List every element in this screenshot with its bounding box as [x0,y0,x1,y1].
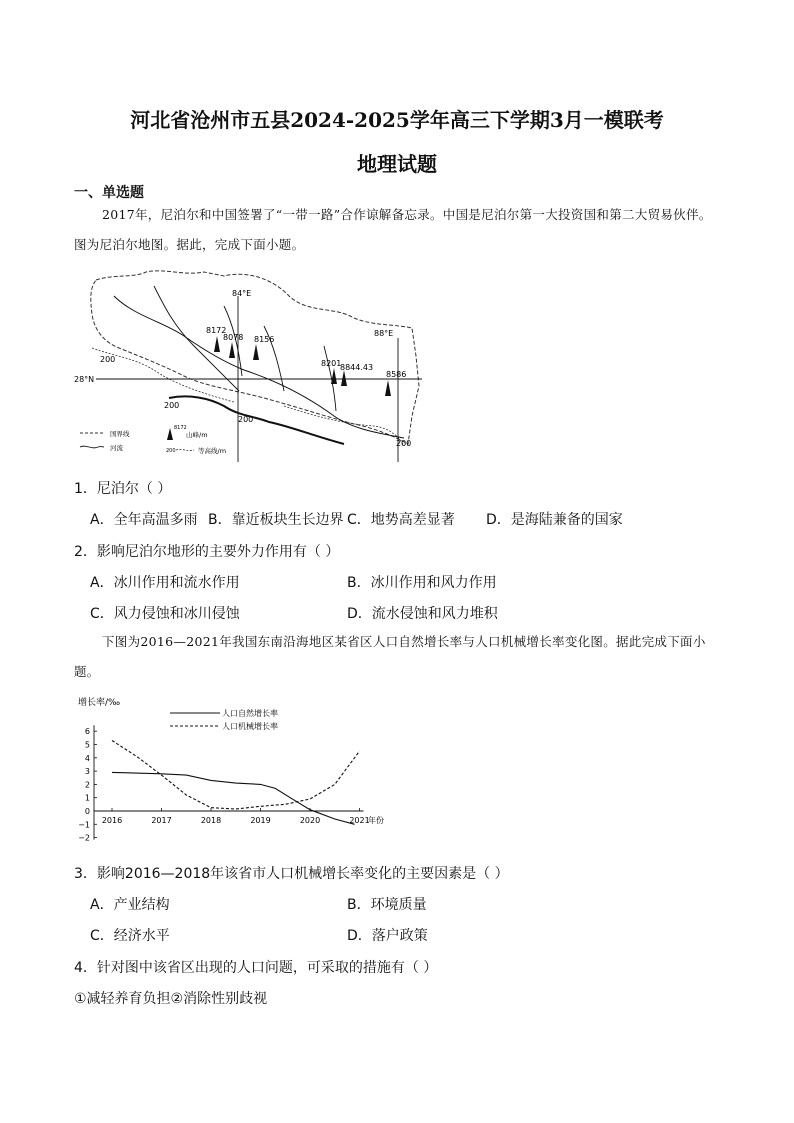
question-3-stem: 3．影响2016—2018年该省市人口机械增长率变化的主要因素是（ ） [74,866,509,882]
peak-label: 8156 [254,335,275,344]
peak-label: 8844.43 [340,363,374,372]
nepal-map [74,266,434,466]
q2-option-a[interactable]: A．冰川作用和流水作用 [90,575,240,591]
legend-peak-icon [167,428,173,440]
legend-peak-label: 山峰/m [186,431,208,439]
question-2-stem: 2．影响尼泊尔地形的主要外力作用有（ ） [74,544,340,560]
y-tick-label: 4 [84,753,90,763]
y-tick-label: 5 [84,740,90,750]
contour-label: 200 [100,355,116,364]
y-tick-label: 1 [84,793,90,803]
series-line-2 [112,741,360,810]
intro-paragraph-2: 下图为2016—2021年我国东南沿海地区某省区人口自然增长率与人口机械增长率变化图。据此完成下面小题。 [74,634,706,679]
legend-contour-label: 等高线/m [198,447,227,455]
q1-option-b[interactable]: B．靠近板块生长边界 [208,512,344,528]
lon84-label: 84°E [232,289,252,298]
legend-label-1: 人口自然增长率 [222,709,278,718]
peak-icon [229,342,235,358]
legend-label-2: 人口机械增长率 [222,722,278,731]
q2-option-c[interactable]: C．风力侵蚀和冰川侵蚀 [90,606,240,622]
q3-option-a[interactable]: A．产业结构 [90,897,170,913]
legend-border-label: 国界线 [110,430,130,438]
chart-xlabel: 年份 [368,816,384,825]
legend-peak-number: 8172 [174,425,187,431]
q2-option-d[interactable]: D．流水侵蚀和风力堆积 [347,606,498,622]
y-tick-label: 0 [84,807,90,816]
q1-option-d[interactable]: D．是海陆兼备的国家 [486,512,623,528]
q1-option-a[interactable]: A．全年高温多雨 [90,512,198,528]
question-4-items: ①减轻养育负担②消除性别歧视 [74,991,268,1007]
y-tick-label: −1 [78,820,90,830]
growth-rate-chart [74,694,414,852]
question-1-stem: 1．尼泊尔（ ） [74,481,172,497]
peak-icon [253,344,259,360]
y-tick-label: 3 [84,767,90,777]
legend-river-label: 河流 [110,444,123,452]
x-tick-label: 2018 [200,816,222,825]
peak-icon [341,370,347,386]
q1-option-c[interactable]: C．地势高差显著 [347,512,455,528]
contour-label: 200 [396,439,412,448]
q2-option-b[interactable]: B．冰川作用和风力作用 [347,575,497,591]
lon88-label: 88°E [374,329,394,338]
peak-label: 8201 [321,359,342,368]
y-tick-label: 2 [84,780,90,790]
x-tick-label: 2019 [250,816,271,825]
q3-option-d[interactable]: D．落户政策 [347,928,428,944]
x-tick-label: 2021 [349,816,370,825]
intro-paragraph-1: 2017年，尼泊尔和中国签署了“一带一路”合作谅解备忘录。中国是尼泊尔第一大投资国和第二大贸易伙伴。图为尼泊尔地图。据此，完成下面小题。 [74,207,712,252]
peak-icon [214,336,220,352]
peak-label: 8172 [206,326,227,335]
contour-line [284,406,404,446]
contour-label: 200 [238,415,254,424]
q3-option-b[interactable]: B．环境质量 [347,897,427,913]
x-tick-label: 2016 [101,816,123,825]
legend-contour-number: 200 [166,448,176,454]
question-4-stem: 4．针对图中该省区出现的人口问题，可采取的措施有（ ） [74,960,438,976]
peak-icon [331,368,337,384]
q3-option-c[interactable]: C．经济水平 [90,928,170,944]
x-tick-label: 2020 [299,816,321,825]
contour-label: 200 [164,401,180,410]
lat28-label: 28°N [74,375,95,384]
peak-label: 8078 [223,333,244,342]
legend-river-line [80,446,104,448]
document-subtitle: 地理试题 [357,152,437,176]
y-tick-label: −2 [78,833,90,843]
section-heading: 一、单选题 [74,185,144,201]
document-title: 河北省沧州市五县2024-2025学年高三下学期3月一模联考 [130,108,664,132]
y-tick-label: 6 [84,727,90,737]
chart-ylabel: 增长率/‰ [78,698,121,708]
legend-contour-line [176,449,194,450]
x-tick-label: 2017 [151,816,172,825]
peak-label: 8586 [386,370,407,379]
peak-icon [385,380,391,396]
